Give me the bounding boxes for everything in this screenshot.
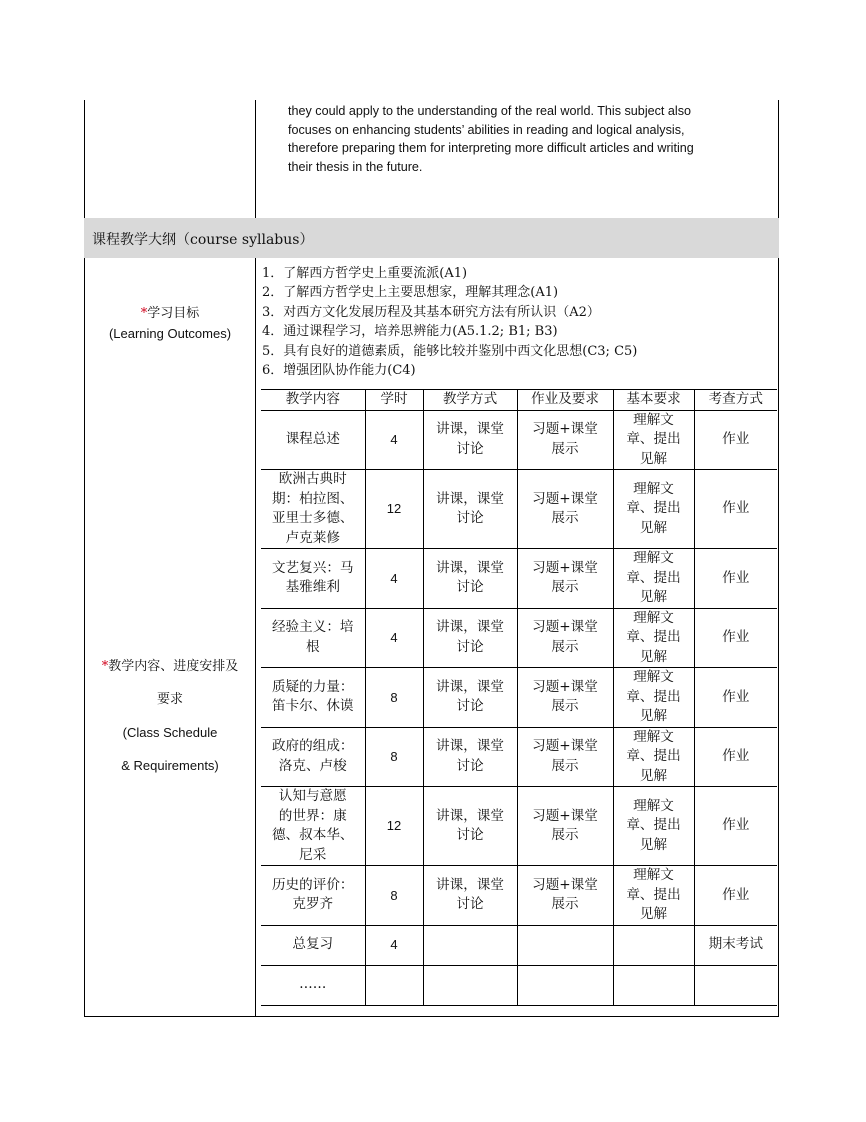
cell-basic-requirements-line: 章、提出 [626,748,681,764]
cell-basic-requirements-line: 理解文 [633,728,674,745]
learning-outcomes-list [262,264,637,380]
cell-basic-requirements-line: 章、提出 [626,817,681,834]
cell-assessment: 作业 [694,866,777,926]
cell-hours: 8 [365,866,423,926]
class-schedule-zh-line1: *教学内容、进度安排及 [101,659,239,674]
cell-basic-requirements-line: 见解 [639,906,668,922]
cell-method-line: 讨论 [456,638,484,655]
cell-method [423,965,517,1005]
cell-homework-line: 展示 [551,440,579,457]
cell-method [423,866,517,926]
cell-homework [517,965,613,1005]
cell-homework-line: 展示 [551,579,579,596]
class-schedule-en-line2: & Requirements) [121,758,219,773]
cell-method-line: 讲课，课堂 [436,490,504,507]
cell-homework-line: 习题+课堂 [532,559,598,576]
cell-method-line: 讨论 [456,440,484,457]
cell-hours [365,965,423,1005]
class-schedule-label [85,650,255,782]
cell-method-line: 讲课，课堂 [436,559,504,576]
cell-content-line: 期：柏拉图、 [271,490,354,507]
cell-homework-line: 习题+课堂 [532,738,598,755]
cell-method [423,410,517,470]
section-title: 课程教学大纲（course syllabus） [92,232,314,248]
header-assessment: 考查方式 [694,390,777,411]
cell-basic-requirements-line: 见解 [639,836,668,853]
class-schedule-zh-line2: 要求 [156,692,183,707]
cell-assessment: 作业 [694,608,777,668]
table-row [261,549,777,609]
table-row [261,668,777,728]
cell-content-line: 总复习 [292,936,334,953]
cell-method-line: 讨论 [456,698,484,715]
cell-hours: 8 [365,727,423,787]
cell-basic-requirements-line: 见解 [639,450,668,467]
description-line: they could apply to the understanding of the real world. This subject also [288,104,692,118]
cell-homework [517,668,613,728]
cell-method-line: 讨论 [456,757,484,774]
cell-method-line: 讨论 [456,510,484,526]
cell-content-line: 德、叔本华、 [271,827,354,843]
cell-homework [517,608,613,668]
cell-assessment: 作业 [694,549,777,609]
cell-homework-line: 展示 [551,638,579,655]
cell-content [261,925,365,965]
cell-method [423,727,517,787]
cell-content [261,410,365,470]
cell-content [261,965,365,1005]
cell-method [423,608,517,668]
cell-basic-requirements-line: 理解文 [633,480,674,497]
cell-basic-requirements-line: 理解文 [633,669,674,685]
class-schedule-table [261,389,777,1006]
schedule-table-body [261,410,777,1005]
cell-basic-requirements-line: 章、提出 [626,629,681,645]
cell-basic-requirements-line: 理解文 [633,550,674,566]
cell-content [261,727,365,787]
cell-hours: 4 [365,410,423,470]
cell-basic-requirements-line: 章、提出 [626,886,681,903]
cell-content [261,668,365,728]
cell-method [423,549,517,609]
table-row [261,925,777,965]
cell-hours: 4 [365,608,423,668]
cell-homework-line: 展示 [551,827,579,843]
table-row [261,727,777,787]
cell-homework-line: 展示 [551,510,579,526]
outcome-item: 3．对西方文化发展历程及其基本研究方法有所认识（A2） [262,304,600,320]
cell-homework-line: 习题+课堂 [532,876,598,893]
cell-basic-requirements-line: 见解 [639,648,668,665]
cell-content-line: 质疑的力量： [271,678,354,695]
cell-homework-line: 习题+课堂 [532,678,598,695]
required-asterisk: * [101,659,109,674]
learning-outcomes-label [85,304,255,344]
cell-homework [517,410,613,470]
cell-content-line: 卢克莱修 [285,529,340,546]
cell-method-line: 讲课，课堂 [436,876,504,893]
cell-hours: 8 [365,668,423,728]
table-row [261,787,777,866]
cell-content-line: 历史的评价： [271,876,354,893]
cell-content [261,787,365,866]
cell-method-line: 讲课，课堂 [436,619,504,636]
description-line: therefore preparing them for interpreting more difficult articles and writing [288,141,694,155]
cell-assessment: 作业 [694,410,777,470]
cell-basic-requirements [613,965,694,1005]
cell-homework-line: 习题+课堂 [532,807,598,824]
table-row [261,965,777,1005]
cell-basic-requirements-line: 见解 [639,519,668,536]
required-asterisk: * [140,306,148,321]
cell-assessment: 作业 [694,470,777,549]
table-row [261,866,777,926]
cell-basic-requirements-line: 见解 [639,589,668,605]
cell-content-line: 的世界：康 [278,807,347,824]
table-row [261,608,777,668]
cell-basic-requirements-line: 章、提出 [626,688,681,705]
outcome-item: 2．了解西方哲学史上主要思想家，理解其理念(A1) [262,285,559,301]
cell-assessment [694,965,777,1005]
cell-content-line: 欧洲古典时 [278,471,347,487]
cell-basic-requirements-line: 见解 [639,767,668,784]
header-hours: 学时 [365,390,423,411]
cell-method [423,668,517,728]
cell-basic-requirements-line: 理解文 [633,609,674,626]
cell-homework [517,925,613,965]
cell-basic-requirements [613,866,694,926]
cell-hours: 12 [365,787,423,866]
cell-basic-requirements [613,727,694,787]
cell-content-line: 亚里士多德、 [271,510,354,526]
cell-basic-requirements-line: 章、提出 [626,431,681,447]
learning-outcomes-zh: *学习目标 [140,306,200,321]
cell-content-line: 笛卡尔、休谟 [271,698,354,715]
outcome-item: 6．增强团队协作能力(C4) [262,363,416,379]
cell-method-line: 讲课，课堂 [436,738,504,755]
cell-method [423,787,517,866]
cell-basic-requirements-line: 章、提出 [626,569,681,586]
cell-hours: 12 [365,470,423,549]
cell-homework-line: 展示 [551,698,579,715]
header-homework: 作业及要求 [517,390,613,411]
cell-basic-requirements [613,668,694,728]
cell-content [261,470,365,549]
cell-basic-requirements-line: 章、提出 [626,500,681,517]
cell-content-line: 根 [305,638,320,655]
cell-content-line: 基雅维利 [285,579,340,596]
cell-method-line: 讲课，课堂 [436,678,504,695]
table-row [261,470,777,549]
cell-method-line: 讨论 [456,579,484,596]
cell-content [261,549,365,609]
course-description-paragraph [288,102,758,176]
cell-method [423,470,517,549]
cell-content-line: 课程总述 [285,431,340,447]
header-method: 教学方式 [423,390,517,411]
cell-hours: 4 [365,925,423,965]
cell-basic-requirements [613,925,694,965]
description-line: their thesis in the future. [288,159,423,174]
cell-homework-line: 习题+课堂 [532,421,598,438]
outcome-item: 1．了解西方哲学史上重要流派(A1) [262,266,468,281]
description-line: focuses on enhancing students’ abilities in reading and logical analysis, [288,122,685,137]
cell-homework-line: 展示 [551,896,579,913]
cell-content-line: 政府的组成： [271,738,354,755]
cell-basic-requirements [613,608,694,668]
cell-method-line: 讲课，课堂 [436,807,504,824]
cell-assessment: 期末考试 [694,925,777,965]
cell-homework-line: 习题+课堂 [532,619,598,636]
section-header-bar [84,218,779,258]
cell-content-line: 洛克、卢梭 [278,757,347,774]
cell-content-line: 认知与意愿 [278,788,347,804]
outer-bottom-border [84,1016,779,1017]
cell-assessment: 作业 [694,668,777,728]
cell-homework-line: 习题+课堂 [532,490,598,507]
cell-homework [517,787,613,866]
cell-homework-line: 展示 [551,757,579,774]
learning-outcomes-en: (Learning Outcomes) [108,326,232,341]
cell-content-line: 经验主义：培 [271,619,354,636]
column-divider [255,100,256,218]
cell-basic-requirements-line: 见解 [639,708,668,724]
cell-method-line: 讨论 [456,896,484,913]
cell-basic-requirements-line: 理解文 [633,867,674,883]
cell-basic-requirements [613,549,694,609]
cell-basic-requirements [613,410,694,470]
cell-homework [517,727,613,787]
cell-assessment: 作业 [694,787,777,866]
cell-assessment: 作业 [694,727,777,787]
cell-content-line: 文艺复兴：马 [271,559,354,576]
cell-content-line: 尼采 [299,846,327,863]
column-divider-lower [255,258,256,1017]
cell-method-line: 讨论 [456,827,484,843]
class-schedule-en-line1: (Class Schedule [122,725,218,740]
cell-homework [517,549,613,609]
cell-method-line: 讲课，课堂 [436,421,504,438]
outcome-item: 5．具有良好的道德素质，能够比较并鉴别中西文化思想(C3; C5) [262,343,638,359]
cell-basic-requirements [613,470,694,549]
table-row [261,410,777,470]
cell-homework [517,470,613,549]
cell-content-line: 克罗齐 [292,896,334,913]
cell-basic-requirements [613,787,694,866]
header-content: 教学内容 [261,390,365,411]
cell-hours: 4 [365,549,423,609]
cell-content [261,608,365,668]
cell-basic-requirements-line: 理解文 [633,411,674,428]
header-basic-requirements: 基本要求 [613,390,694,411]
cell-method [423,925,517,965]
cell-basic-requirements-line: 理解文 [633,797,674,814]
outcome-item: 4．通过课程学习，培养思辨能力(A5.1.2; B1; B3) [262,324,558,340]
cell-content [261,866,365,926]
table-header-row [261,390,777,411]
cell-homework [517,866,613,926]
cell-content-line: …… [299,976,327,993]
